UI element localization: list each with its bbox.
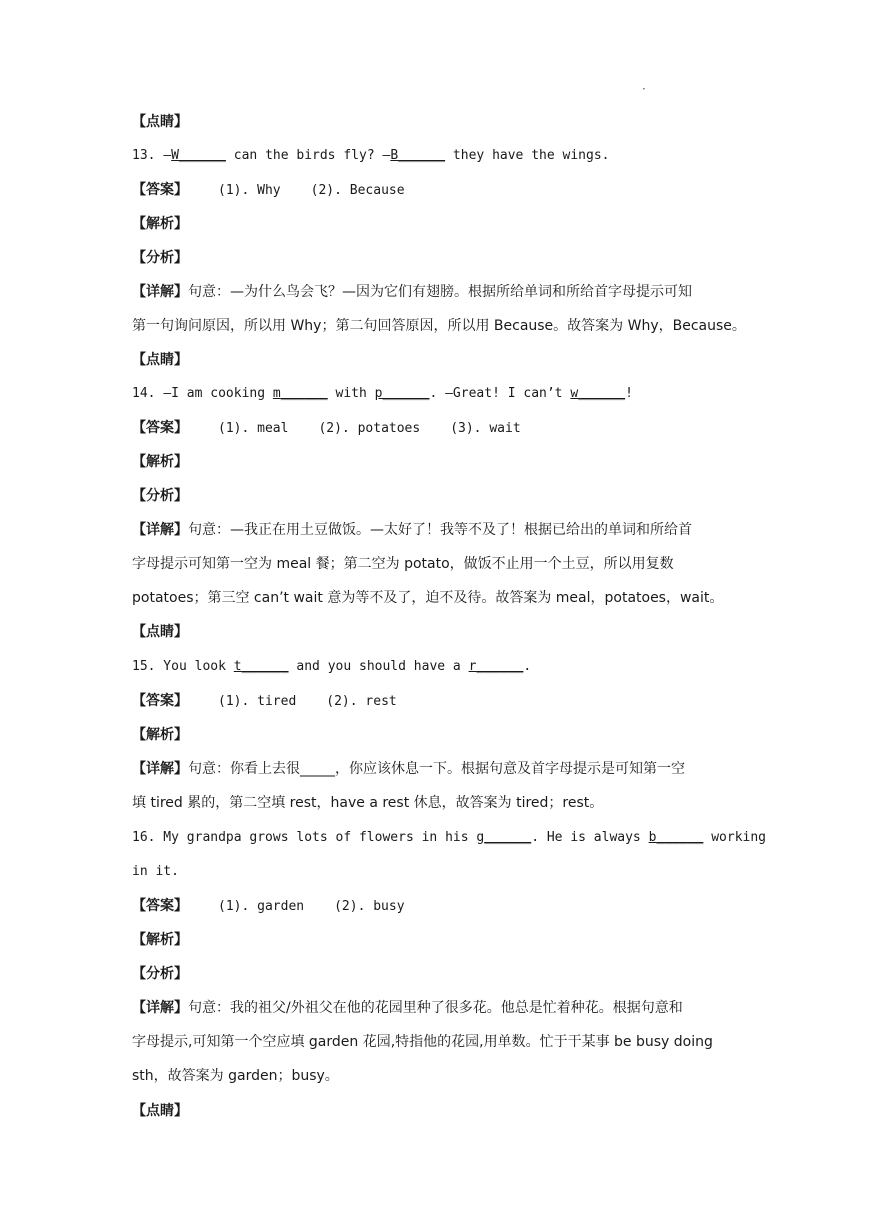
q16-question-line1: 16. My grandpa grows lots of flowers in his g______. He is always b______ working bbox=[132, 830, 767, 845]
q16-detail-line3: sth，故答案为 garden；busy。 bbox=[132, 1068, 339, 1084]
q16-detail-line1: 【详解】句意：我的祖父/外祖父在他的花园里种了很多花。他总是忙着种花。根据句意和 bbox=[132, 1000, 683, 1016]
q15-answer: 【答案】 (1). tired (2). rest bbox=[132, 693, 397, 709]
q15-jiexi: 【解析】 bbox=[132, 727, 188, 743]
q16-question-line2: in it. bbox=[132, 864, 179, 879]
header-dot: · bbox=[642, 82, 646, 96]
q14-question: 14. —I am cooking m______ with p______. —Great! I can’t w______! bbox=[132, 386, 633, 401]
q14-detail-line3: potatoes；第三空 can’t wait 意为等不及了，迫不及待。故答案为 meal，potatoes，wait。 bbox=[132, 590, 724, 606]
q14-fenxi: 【分析】 bbox=[132, 488, 188, 504]
q13-detail-line1: 【详解】句意：—为什么鸟会飞？—因为它们有翅膀。根据所给单词和所给首字母提示可知 bbox=[132, 284, 692, 300]
q14-answer: 【答案】 (1). meal (2). potatoes (3). wait bbox=[132, 420, 521, 436]
q14-jiexi: 【解析】 bbox=[132, 454, 188, 470]
q16-fenxi: 【分析】 bbox=[132, 966, 188, 982]
q13-detail-line2: 第一句询问原因，所以用 Why；第二句回答原因，所以用 Because。故答案为 Why，Because。 bbox=[132, 318, 746, 334]
q14-detail-line2: 字母提示可知第一空为 meal 餐；第二空为 potato，做饭不止用一个土豆，所以用复数 bbox=[132, 556, 674, 572]
q14-dianjing: 【点睛】 bbox=[132, 624, 188, 640]
q13-answer: 【答案】 (1). Why (2). Because bbox=[132, 182, 405, 198]
q13-fenxi: 【分析】 bbox=[132, 250, 188, 266]
q13-jiexi: 【解析】 bbox=[132, 216, 188, 232]
q16-jiexi: 【解析】 bbox=[132, 932, 188, 948]
q16-detail-line2: 字母提示,可知第一个空应填 garden 花园,特指他的花园,用单数。忙于干某事 be busy doing bbox=[132, 1034, 713, 1050]
q15-detail-line1: 【详解】句意：你看上去很_____，你应该休息一下。根据句意及首字母提示是可知第一空 bbox=[132, 761, 685, 777]
q12-dianjing-label: 【点睛】 bbox=[132, 114, 188, 130]
q16-answer: 【答案】 (1). garden (2). busy bbox=[132, 898, 405, 914]
q16-dianjing: 【点睛】 bbox=[132, 1103, 188, 1119]
q14-detail-line1: 【详解】句意：—我正在用土豆做饭。—太好了！我等不及了！根据已给出的单词和所给首 bbox=[132, 522, 692, 538]
q15-question: 15. You look t______ and you should have a r______. bbox=[132, 659, 532, 674]
q13-question: 13. —W______ can the birds fly? —B______ they have the wings. bbox=[132, 148, 610, 163]
q15-detail-line2: 填 tired 累的，第二空填 rest，have a rest 休息，故答案为 tired；rest。 bbox=[132, 795, 604, 811]
q13-dianjing: 【点睛】 bbox=[132, 352, 188, 368]
